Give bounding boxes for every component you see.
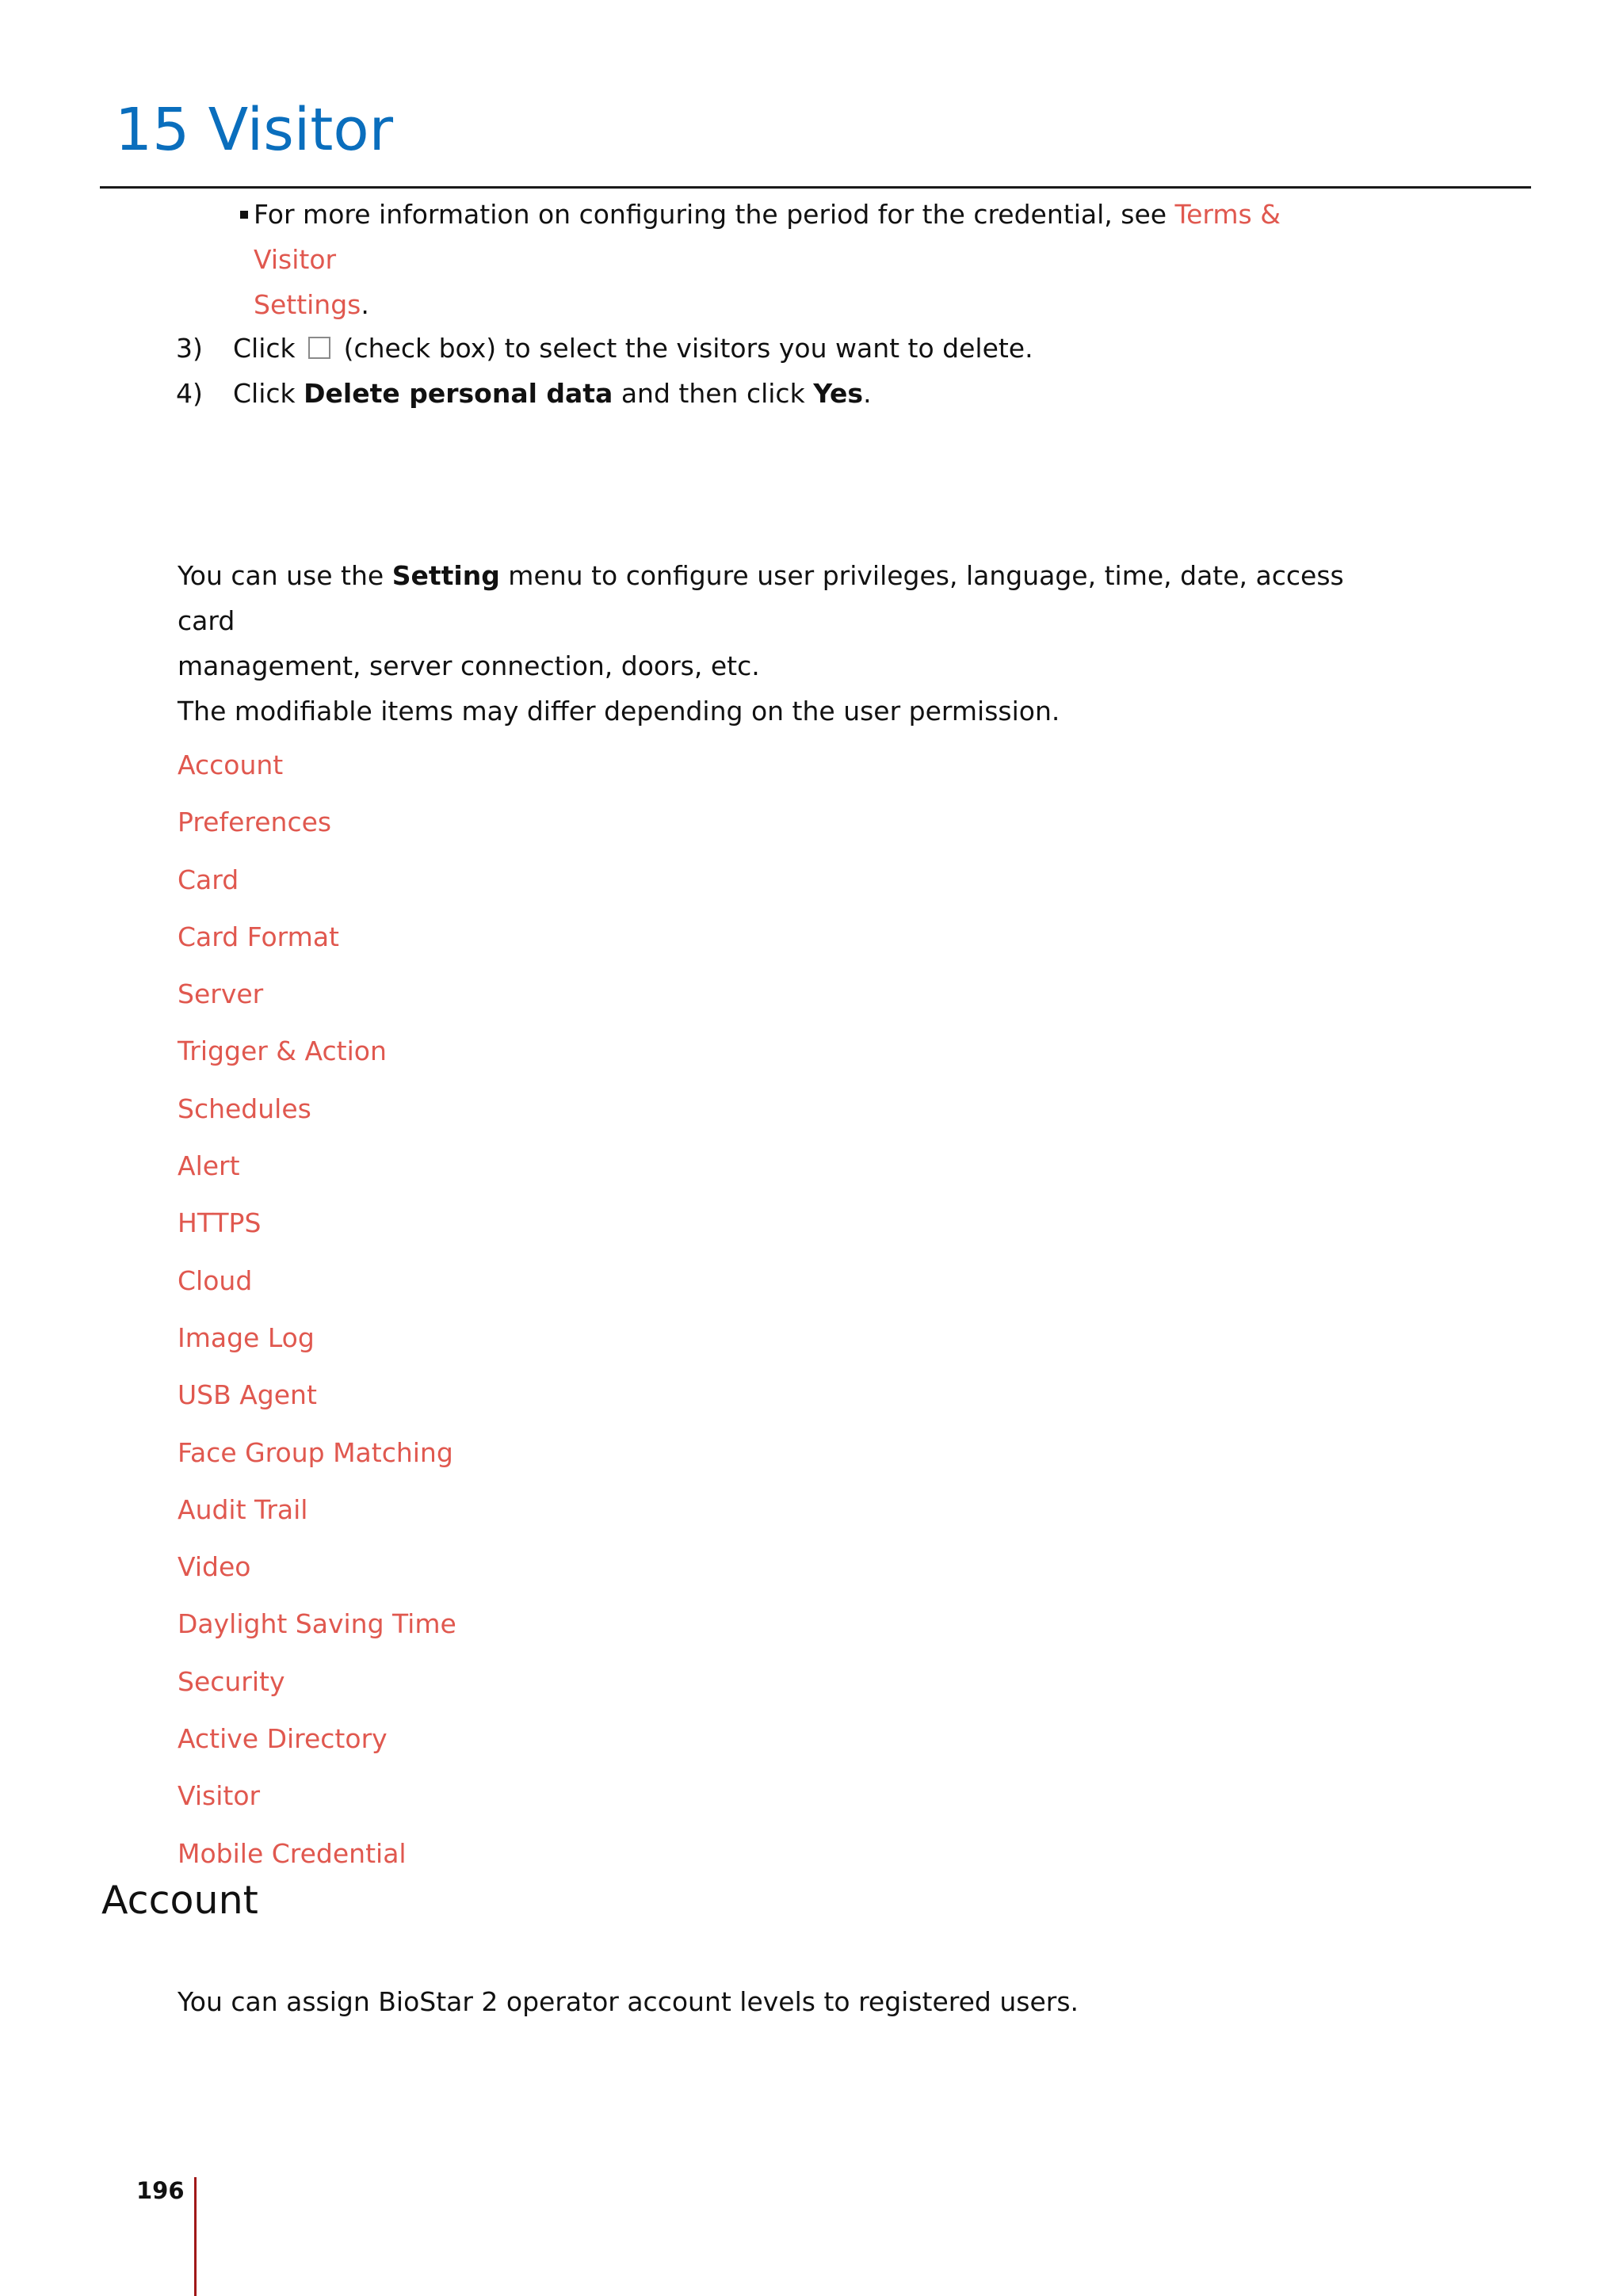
link-mobile-credential[interactable]: Mobile Credential [178,1837,407,1869]
step-text: (check box) to select the visitors you want to delete. [335,333,1033,364]
link-daylight-saving-time[interactable]: Daylight Saving Time [178,1608,456,1640]
yes-label: Yes [813,378,864,409]
step-text: Click [233,333,304,364]
bullet-item [254,192,1363,327]
link-card-format[interactable]: Card Format [178,921,339,952]
delete-personal-data-label: Delete personal data [304,378,613,409]
intro-line-2: management, server connection, doors, etc. [178,650,760,681]
link-audit-trail[interactable]: Audit Trail [178,1493,308,1525]
intro-text: menu to configure user privileges, language, time, date, access card [178,560,1344,636]
account-description: You can assign BioStar 2 operator account levels to registered users. [178,1986,1079,2017]
link-security[interactable]: Security [178,1665,285,1697]
footer-divider [194,2177,197,2296]
intro-text: You can use the [178,560,392,591]
link-account[interactable]: Account [178,749,284,780]
link-preferences[interactable]: Preferences [178,807,332,838]
link-usb-agent[interactable]: USB Agent [178,1379,317,1411]
link-trigger-action[interactable]: Trigger & Action [178,1035,387,1067]
link-face-group-matching[interactable]: Face Group Matching [178,1436,453,1468]
bullet-text-end: . [361,289,369,320]
terms-visitor-link-line1: Terms & Visitor [254,199,1281,275]
bullet-marker [240,211,248,219]
step-text-end: . [863,378,872,409]
setting-intro [178,553,1366,734]
step-3 [176,326,1033,371]
section-title-account: Account [101,1878,258,1923]
step-text: and then click [613,378,814,409]
step-number: 3) [176,333,203,364]
header-divider [100,186,1531,189]
intro-line-3: The modifiable items may differ depending on the user permission. [178,696,1060,727]
link-alert[interactable]: Alert [178,1150,240,1182]
link-server[interactable]: Server [178,978,264,1010]
link-schedules[interactable]: Schedules [178,1093,311,1124]
link-visitor[interactable]: Visitor [178,1780,261,1812]
link-video[interactable]: Video [178,1551,251,1583]
link-card[interactable]: Card [178,864,239,895]
link-active-directory[interactable]: Active Directory [178,1723,388,1755]
settings-link-list [178,737,456,1882]
intro-line-1 [178,553,1366,643]
bullet-text: For more information on configuring the period for the credential, see [254,199,1175,230]
page-number: 196 [136,2177,185,2204]
link-https[interactable]: HTTPS [178,1207,262,1239]
setting-menu-label: Setting [391,560,500,591]
step-text: Click [233,378,304,409]
chapter-title: 15 Visitor [115,96,394,164]
link-image-log[interactable]: Image Log [178,1322,315,1353]
terms-visitor-link-line2: Settings [254,289,361,320]
checkbox-icon [308,337,330,359]
link-cloud[interactable]: Cloud [178,1264,253,1296]
step-number: 4) [176,378,203,409]
step-4 [176,371,872,416]
